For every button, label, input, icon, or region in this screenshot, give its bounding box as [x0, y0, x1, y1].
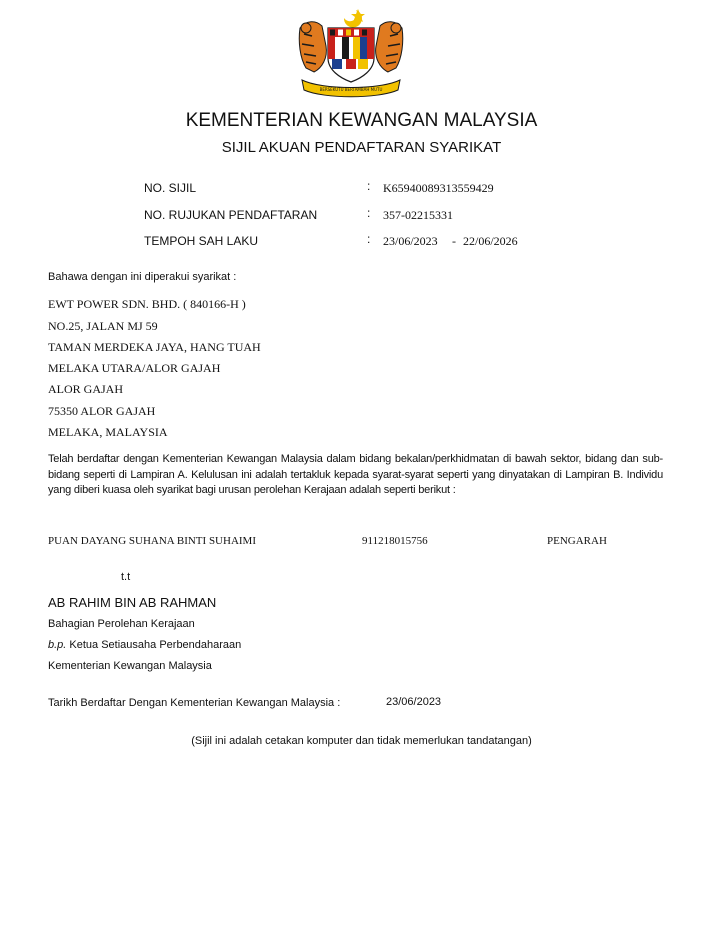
- footer-note: (Sijil ini adalah cetakan komputer dan tidak memerlukan tandatangan): [191, 735, 532, 747]
- crest-motto: BERSEKUTU BERTAMBAH MUTU: [319, 87, 383, 92]
- cert-no-row: [0, 181, 723, 199]
- cert-no-value: K65940089313559429: [383, 181, 494, 195]
- company-name: EWT POWER SDN. BHD. ( 840166-H ): [48, 297, 246, 311]
- signatory-division: Bahagian Perolehan Kerajaan: [48, 618, 195, 630]
- signatory-ministry: Kementerian Kewangan Malaysia: [48, 660, 212, 672]
- bp-abbrev: b.p.: [48, 639, 67, 651]
- colon: :: [367, 206, 371, 220]
- validity-from: 23/06/2023: [383, 234, 438, 248]
- ref-label: NO. RUJUKAN PENDAFTARAN: [144, 208, 318, 222]
- crest-graphic: [292, 6, 410, 104]
- address-line: MELAKA, MALAYSIA: [48, 425, 168, 439]
- validity-label: TEMPOH SAH LAKU: [144, 234, 259, 248]
- certificate-title: SIJIL AKUAN PENDAFTARAN SYARIKAT: [221, 139, 502, 156]
- coat-of-arms-emblem: [292, 6, 410, 104]
- tt-mark: t.t: [121, 571, 131, 583]
- registration-date: 23/06/2023: [386, 696, 442, 708]
- company-intro: Bahawa dengan ini diperakui syarikat :: [48, 271, 237, 283]
- address-line: ALOR GAJAH: [48, 382, 123, 396]
- authorized-person-position: PENGARAH: [547, 535, 607, 547]
- signatory-title-line: [48, 639, 241, 651]
- signatory-name: AB RAHIM BIN AB RAHMAN: [48, 595, 217, 610]
- cert-no-label: NO. SIJIL: [144, 181, 197, 195]
- colon: :: [367, 232, 371, 246]
- body-paragraph: Telah berdaftar dengan Kementerian Kewangan Malaysia dalam bidang bekalan/perkhidmatan di bawah sektor, bidang dan sub-bidang seperti di Lampiran A. Kelulusan ini adalah tertakluk kepada syarat-syarat seperti yang dinyatakan di Lampiran B. Individu yang diberi kuasa oleh syarikat bagi urusan perolehan Kerajaan adalah seperti berikut :: [48, 453, 663, 496]
- address-line: NO.25, JALAN MJ 59: [48, 319, 158, 333]
- address-line: MELAKA UTARA/ALOR GAJAH: [48, 361, 221, 375]
- signatory-title: Ketua Setiausaha Perbendaharaan: [69, 639, 242, 651]
- address-line: TAMAN MERDEKA JAYA, HANG TUAH: [48, 340, 261, 354]
- authorized-person-id: 911218015756: [362, 535, 428, 547]
- colon: :: [367, 179, 371, 193]
- address-line: 75350 ALOR GAJAH: [48, 404, 156, 418]
- ref-value: 357-02215331: [383, 208, 453, 222]
- ref-row: [0, 208, 723, 226]
- ministry-title: KEMENTERIAN KEWANGAN MALAYSIA: [185, 110, 538, 131]
- validity-row: [0, 234, 723, 252]
- validity-dash: -: [452, 234, 456, 248]
- validity-to: 22/06/2026: [463, 234, 518, 248]
- authorized-person-name: PUAN DAYANG SUHANA BINTI SUHAIMI: [48, 535, 256, 547]
- registration-label: Tarikh Berdaftar Dengan Kementerian Kewangan Malaysia :: [48, 697, 341, 709]
